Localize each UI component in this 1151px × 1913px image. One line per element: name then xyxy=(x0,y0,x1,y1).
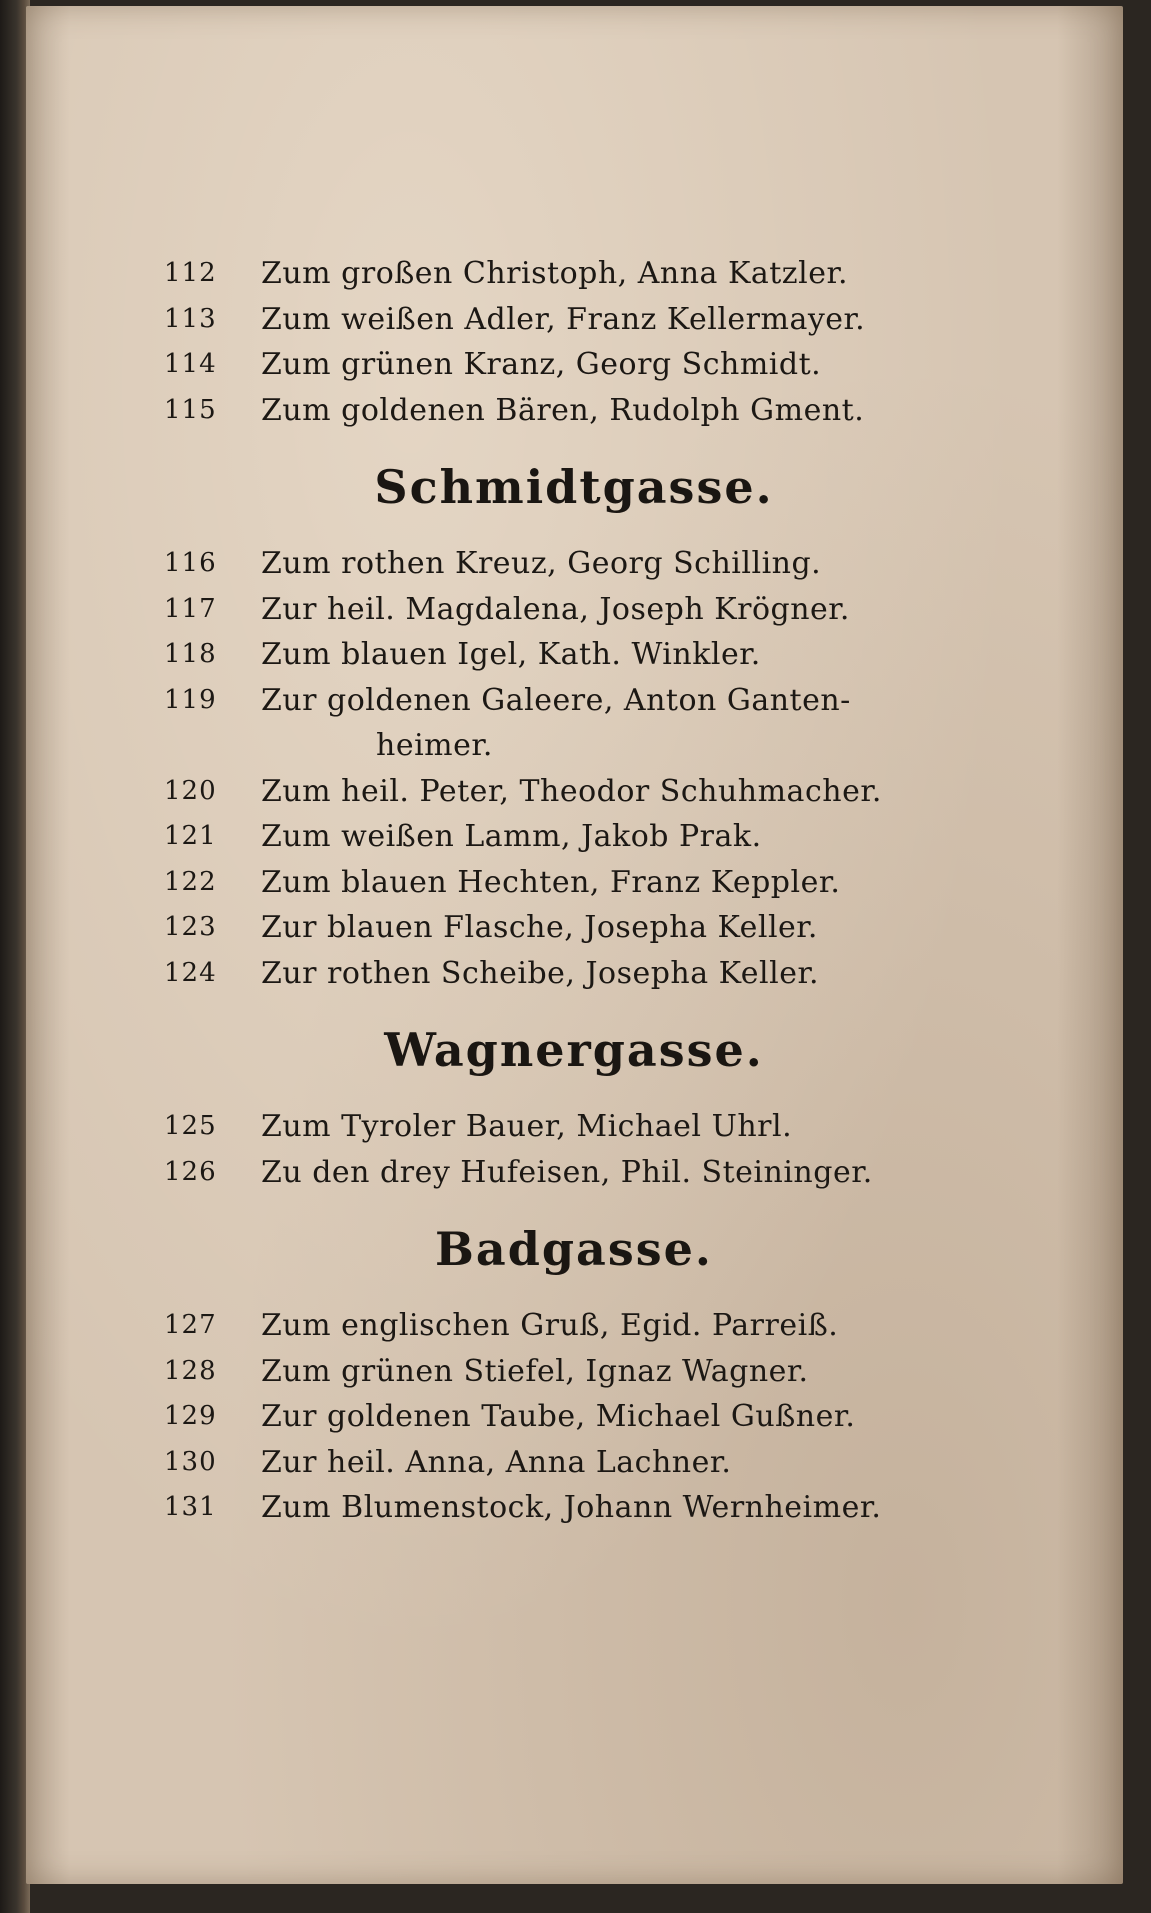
house-entry xyxy=(164,1104,1024,1150)
house-sign-and-owner: Zum blauen Hechten, Franz Keppler. xyxy=(261,864,841,900)
house-number: 130 xyxy=(164,1446,217,1477)
house-entry xyxy=(164,541,1024,587)
house-entry xyxy=(164,1485,1024,1531)
house-sign-and-owner: Zur blauen Flasche, Josepha Keller. xyxy=(261,910,818,945)
house-entry xyxy=(164,587,1024,633)
house-sign-and-owner: Zum heil. Peter, Theodor Schuhmacher. xyxy=(261,773,882,809)
house-entry xyxy=(164,297,1024,343)
house-entry xyxy=(164,342,1024,388)
house-sign-and-owner: Zum weißen Adler, Franz Kellermayer. xyxy=(261,301,866,337)
book-page xyxy=(26,6,1123,1884)
house-sign-and-owner: Zum goldenen Bären, Rudolph Gment. xyxy=(261,392,865,428)
house-number: 131 xyxy=(164,1492,217,1522)
street-heading: Schmidtgasse. xyxy=(374,460,774,514)
house-number: 129 xyxy=(164,1401,217,1431)
house-number: 113 xyxy=(164,303,217,334)
house-sign-and-owner: Zum großen Christoph, Anna Katzler. xyxy=(261,256,849,291)
house-sign-and-owner: Zum Blumenstock, Johann Wernheimer. xyxy=(261,1490,882,1525)
house-entry xyxy=(164,1440,1024,1486)
house-number: 118 xyxy=(164,639,217,669)
house-entry xyxy=(164,388,1024,434)
house-entry xyxy=(164,678,1024,724)
house-sign-and-owner: Zum grünen Kranz, Georg Schmidt. xyxy=(261,347,822,382)
house-sign-and-owner: Zur heil. Magdalena, Joseph Krögner. xyxy=(261,591,850,627)
house-entry xyxy=(164,769,1024,815)
page-content xyxy=(164,251,1024,1531)
house-sign-and-owner: Zum englischen Gruß, Egid. Parreiß. xyxy=(261,1308,839,1343)
house-entry xyxy=(164,632,1024,678)
house-number: 116 xyxy=(164,548,217,578)
house-number: 117 xyxy=(164,593,217,624)
house-number: 128 xyxy=(164,1355,217,1386)
house-entry xyxy=(164,1150,1024,1196)
house-number: 114 xyxy=(164,349,217,379)
house-number: 119 xyxy=(164,684,217,715)
house-entry xyxy=(164,251,1024,297)
house-number: 115 xyxy=(164,394,217,425)
house-sign-and-owner: Zur rothen Scheibe, Josepha Keller. xyxy=(261,955,820,991)
street-heading: Wagnergasse. xyxy=(384,1023,764,1077)
house-number: 112 xyxy=(164,258,217,288)
house-entry xyxy=(164,814,1024,860)
house-entry xyxy=(164,723,1024,769)
house-sign-and-owner: Zu den drey Hufeisen, Phil. Steininger. xyxy=(261,1154,873,1190)
house-entry xyxy=(164,1349,1024,1395)
house-sign-and-owner: Zum weißen Lamm, Jakob Prak. xyxy=(261,819,762,854)
house-number: 120 xyxy=(164,775,217,806)
house-number: 126 xyxy=(164,1156,217,1187)
house-number: 124 xyxy=(164,957,217,988)
house-number: 123 xyxy=(164,912,217,942)
house-number: 122 xyxy=(164,866,217,897)
house-sign-and-owner: Zum blauen Igel, Kath. Winkler. xyxy=(261,637,761,672)
house-entry xyxy=(164,1394,1024,1440)
house-sign-and-owner: Zur goldenen Taube, Michael Gußner. xyxy=(261,1399,856,1434)
house-sign-and-owner: Zum Tyroler Bauer, Michael Uhrl. xyxy=(261,1109,793,1144)
house-sign-and-owner: Zum grünen Stiefel, Ignaz Wagner. xyxy=(261,1353,809,1389)
house-number: 121 xyxy=(164,821,217,851)
house-number: 125 xyxy=(164,1111,217,1141)
house-sign-and-owner: Zur heil. Anna, Anna Lachner. xyxy=(261,1444,732,1480)
house-number: 127 xyxy=(164,1310,217,1340)
house-sign-and-owner: Zur goldenen Galeere, Anton Ganten- xyxy=(261,682,851,718)
house-entry xyxy=(164,951,1024,997)
house-entry xyxy=(164,905,1024,951)
house-sign-and-owner: heimer. xyxy=(376,728,493,763)
house-sign-and-owner: Zum rothen Kreuz, Georg Schilling. xyxy=(261,546,822,581)
house-entry xyxy=(164,860,1024,906)
house-entry xyxy=(164,1303,1024,1349)
street-heading: Badgasse. xyxy=(435,1222,713,1276)
